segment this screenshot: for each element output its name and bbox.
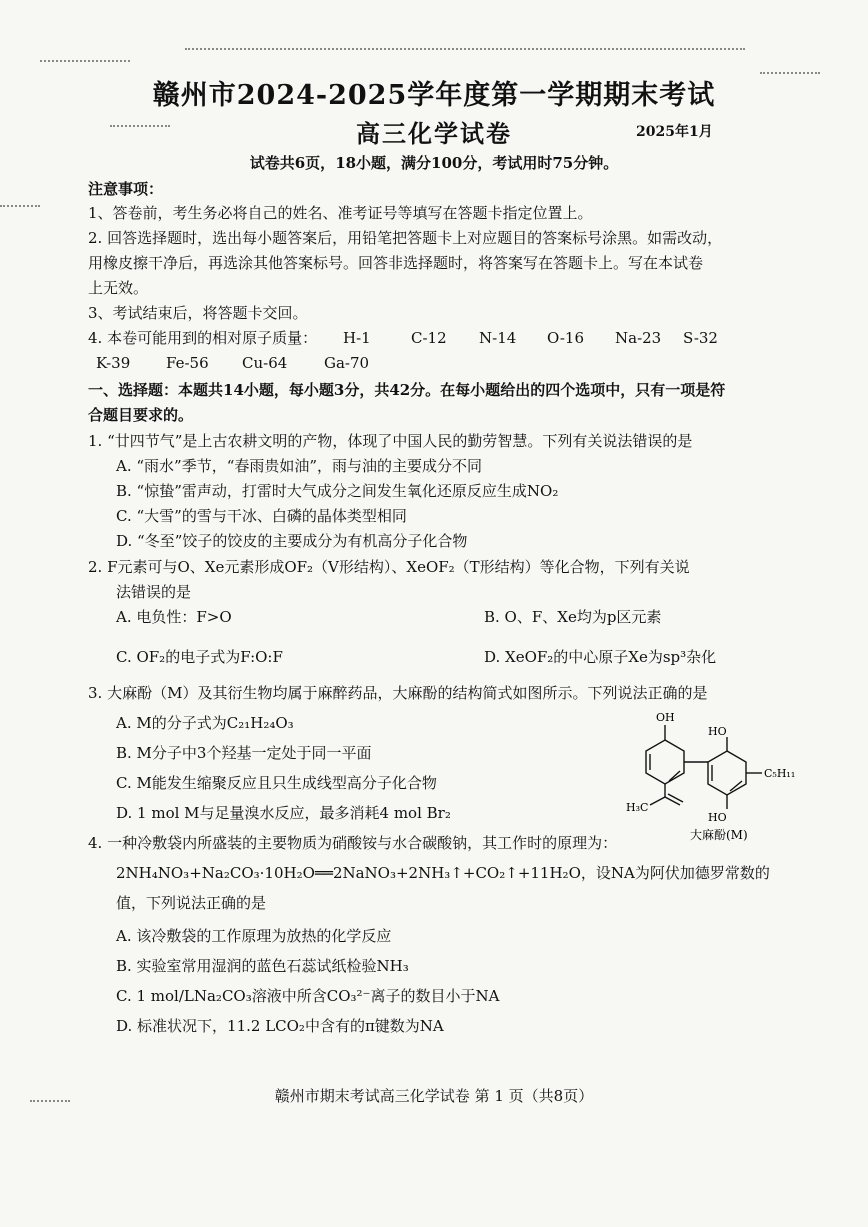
note-4: 4. 本卷可能用到的相对原子质量： [88,329,318,347]
q3-stem: 3. 大麻酚（M）及其衍生物均属于麻醉药品，大麻酚的结构简式如图所示。下列说法正确的是 [88,684,708,702]
mass-item: Fe-56 [166,354,209,372]
note-3: 3、考试结束后，将答题卡交回。 [88,304,308,322]
note-2: 2. 回答选择题时，选出每小题答案后，用铅笔把答题卡上对应题目的答案标号涂黑。如需改动， [88,229,723,247]
mass-item: K-39 [96,354,131,372]
note-1: 1、答卷前，考生务必将自己的姓名、准考证号等填写在答题卡指定位置上。 [88,204,593,222]
scan-noise [760,72,820,74]
section-heading-cont: 合题目要求的。 [88,406,194,424]
q4-equation: 2NH₄NO₃+Na₂CO₃·10H₂O══2NaNO₃+2NH₃↑+CO₂↑+11H₂O，设NA为阿伏加德罗常数的 [116,864,770,882]
mass-item: C-12 [411,329,447,347]
exam-title: 赣州市2024-2025学年度第一学期期末考试 [152,80,716,111]
q4-option-d: D. 标准状况下，11.2 LCO₂中含有的π键数为NA [116,1017,444,1035]
q4-stem: 4. 一种冷敷袋内所盛装的主要物质为硝酸铵与水合碳酸钠，其工作时的原理为： [88,834,618,852]
scan-noise [40,60,130,62]
cannabinol-structure-figure [620,705,820,845]
methyl-label: H₃C [626,801,649,814]
q4-option-a: A. 该冷敷袋的工作原理为放热的化学反应 [116,927,392,945]
q1-option-d: D. “冬至”饺子的饺皮的主要成分为有机高分子化合物 [116,532,468,550]
q1-option-c: C. “大雪”的雪与干冰、白磷的晶体类型相同 [116,507,407,525]
right-benzene-ring [708,751,746,795]
exam-date: 2025年1月 [636,124,713,140]
q3-option-c: C. M能发生缩聚反应且只生成线型高分子化合物 [116,774,437,792]
atomic-masses-row2 [96,355,394,372]
oh-label: OH [656,711,675,724]
q2-option-a: A. 电负性：F>O [116,608,232,626]
q2-option-d: D. XeOF₂的中心原子Xe为sp³杂化 [484,648,717,666]
scan-noise [0,205,40,207]
page-footer: 赣州市期末考试高三化学试卷 第 1 页（共8页） [274,1087,594,1105]
mass-item: Na-23 [615,329,662,347]
exam-info: 试卷共6页，18小题，满分100分，考试用时75分钟。 [249,154,619,172]
q2-stem: 2. F元素可与O、Xe元素形成OF₂（V形结构）、XeOF₂（T形结构）等化合物，下列有关说 [88,558,690,576]
q3-option-d: D. 1 mol M与足量溴水反应，最多消耗4 mol Br₂ [116,804,451,822]
mass-item: O-16 [547,329,585,347]
left-benzene-ring [646,740,684,784]
notes-heading: 注意事项： [88,180,164,198]
q1-stem: 1. “廿四节气”是上古农耕文明的产物，体现了中国人民的勤劳智慧。下列有关说法错误的是 [88,432,693,450]
q4-option-c: C. 1 mol/LNa₂CO₃溶液中所含CO₃²⁻离子的数目小于NA [116,987,500,1005]
exam-subtitle: 高三化学试卷 [356,119,512,148]
q1-option-b: B. “惊蛰”雷声动，打雷时大气成分之间发生氧化还原反应生成NO₂ [116,482,559,500]
q4-stem-cont: 值，下列说法正确的是 [116,894,267,912]
note-2-cont2: 上无效。 [88,279,149,297]
mass-item: Cu-64 [242,354,288,372]
q3-option-a: A. M的分子式为C₂₁H₂₄O₃ [116,714,294,732]
section-heading: 一、选择题：本题共14小题，每小题3分，共42分。在每小题给出的四个选项中，只有一项是符 [88,381,726,399]
scan-noise [185,48,745,50]
atomic-masses-row1 [343,330,743,347]
q3-option-b: B. M分子中3个羟基一定处于同一平面 [116,744,372,762]
q2-option-b: B. O、F、Xe均为p区元素 [484,608,662,626]
q4-option-b: B. 实验室常用湿润的蓝色石蕊试纸检验NH₃ [116,957,409,975]
figure-caption: 大麻酚(M) [690,828,748,842]
mass-item: S-32 [683,329,718,347]
ho-upper-label: HO [708,725,727,738]
mass-item: H-1 [343,329,371,347]
q2-option-c: C. OF₂的电子式为F:O:F [116,648,283,666]
note-2-cont: 用橡皮擦干净后，再选涂其他答案标号。回答非选择题时，将答案写在答题卡上。写在本试卷 [88,254,704,272]
pentyl-label: C₅H₁₁ [764,767,796,780]
mass-item: Ga-70 [324,354,370,372]
mass-item: N-14 [479,329,517,347]
ho-lower-label: HO [708,811,727,824]
q1-option-a: A. “雨水”季节，“春雨贵如油”，雨与油的主要成分不同 [116,457,483,475]
q2-stem-cont: 法错误的是 [116,583,192,601]
